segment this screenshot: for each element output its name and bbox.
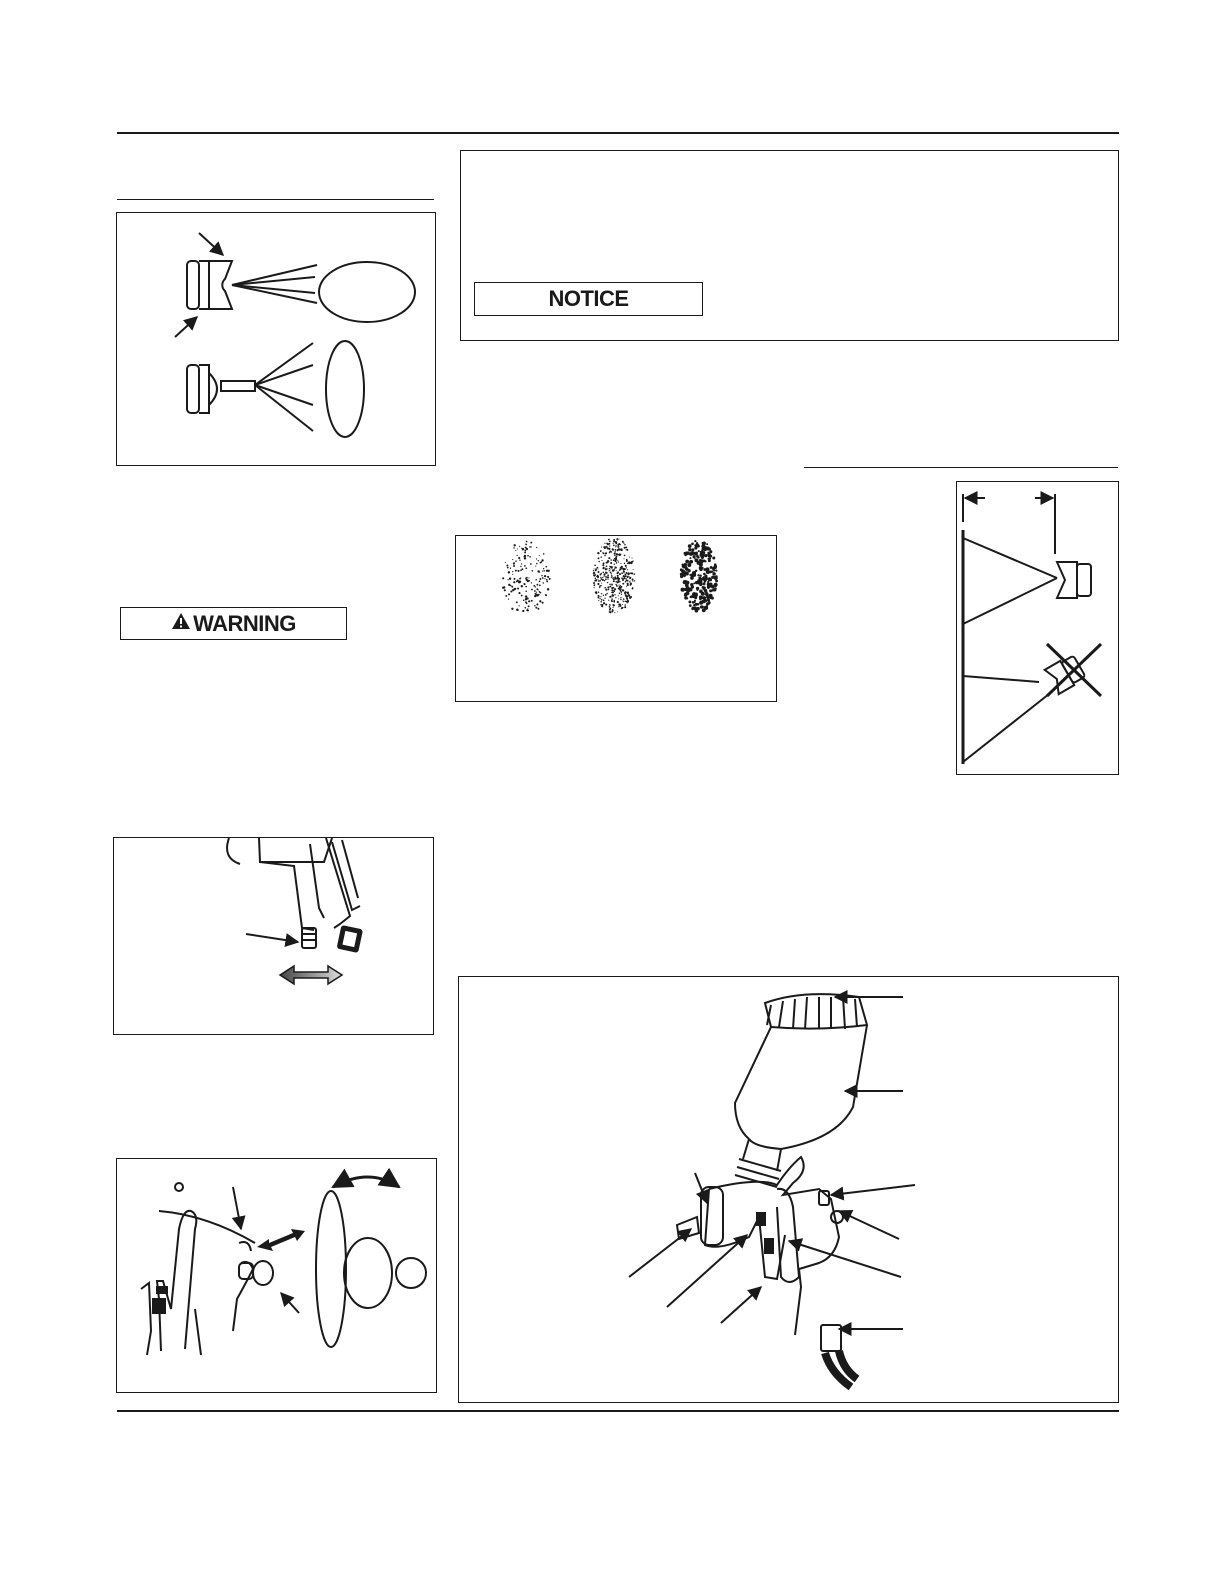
spray-gun-components-figure: [458, 976, 1119, 1403]
pattern-knob-figure: [116, 1158, 437, 1393]
warning-label: WARNING: [193, 610, 296, 636]
air-valve-illustration: [114, 838, 435, 1036]
top-page-rule: [117, 132, 1119, 134]
right-column-heading-rule: [804, 467, 1118, 468]
left-column-heading-rule: [117, 199, 434, 200]
warning-signal-box: [120, 607, 347, 640]
spray-cap-pattern-figure: [116, 212, 436, 466]
spray-pattern-dots-illustration: [456, 536, 778, 703]
air-valve-figure: [113, 837, 434, 1035]
spray-cap-pattern-illustration: [117, 213, 437, 467]
spray-gun-illustration: [459, 977, 1120, 1404]
gun-distance-figure: [956, 481, 1119, 775]
notice-frame: [460, 150, 1119, 341]
gun-distance-illustration: [957, 482, 1120, 776]
spray-pattern-1: [502, 541, 551, 613]
pattern-knob-illustration: [117, 1159, 438, 1394]
notice-label: NOTICE: [548, 286, 629, 311]
atomization-pattern-figure: [455, 535, 777, 702]
bottom-page-rule: [117, 1410, 1119, 1412]
warning-triangle-icon: [171, 612, 191, 635]
notice-signal-box: [474, 282, 703, 316]
spray-pattern-3: [680, 540, 718, 613]
spray-pattern-2: [593, 538, 636, 613]
